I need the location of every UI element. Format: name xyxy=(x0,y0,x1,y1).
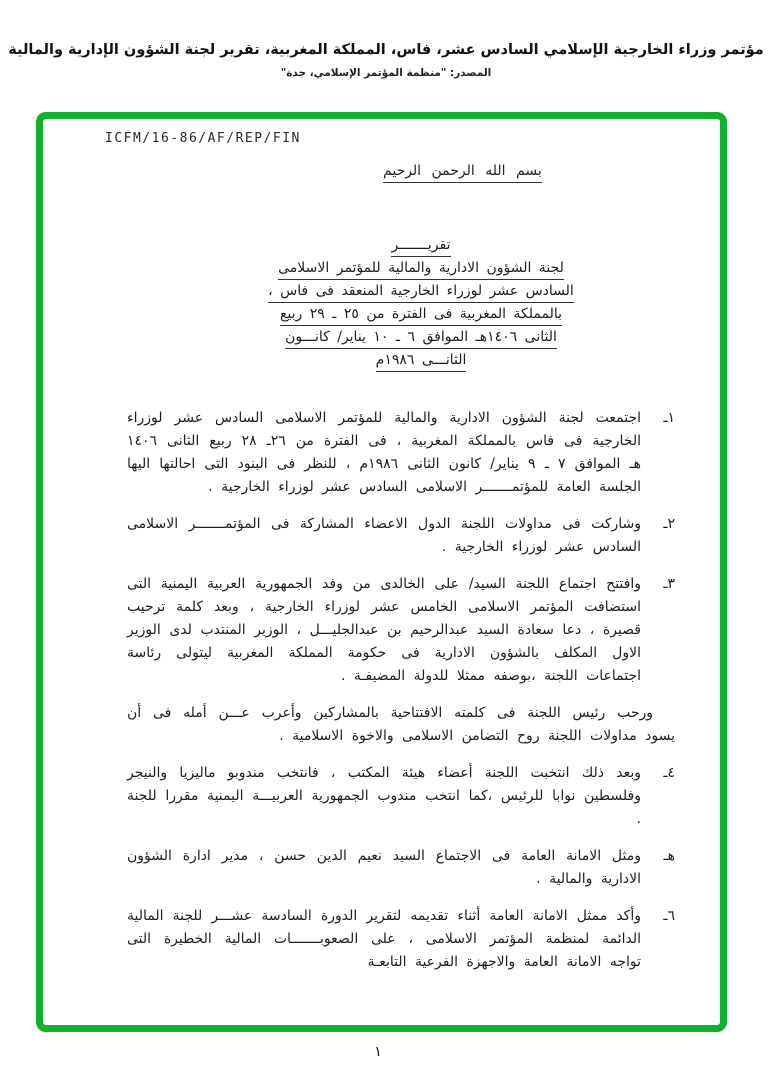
paragraph-1 xyxy=(127,407,675,499)
paragraph-4-number: ٤ـ xyxy=(663,765,675,781)
paragraph-6-number: ٦ـ xyxy=(663,908,675,924)
report-title-text: الثانـــى ١٩٨٦م xyxy=(376,352,467,372)
basmala-text: بسم الله الرحمن الرحيم xyxy=(383,163,542,183)
header-title: مؤتمر وزراء الخارجية الإسلامي السادس عشر، فاس، المملكة المغربية، تقرير لجنة الشؤون الإدارية والمالية xyxy=(8,42,764,58)
page-number: ١ xyxy=(374,1044,382,1060)
paragraph-3-number: ٣ـ xyxy=(663,576,675,592)
paragraph-1-text: اجتمعت لجنة الشؤون الادارية والمالية للمؤتمر الاسلامى السادس عشر لوزراء الخارجية فى فاس بالمملكة المغربية ، فى الفترة من ٢٦ـ ٢٨ ربيع الثانى ١٤٠٦ هـ الموافق ٧ ـ ٩ يناير/ كانون الثانى ١٩٨٦م ، للنظر فى البنود التى احالتها اليها الجلسة العامة للمؤتمـــــــر الاسلامى السادس عشر لوزراء الخارجية . xyxy=(127,410,641,495)
report-title-line xyxy=(183,329,659,345)
report-title-line xyxy=(183,283,659,299)
header-source-line: المصدر: "منظمة المؤتمر الإسلامي، جدة" xyxy=(280,67,492,79)
report-title-line xyxy=(183,352,659,368)
report-title-block xyxy=(183,237,659,375)
report-title-line xyxy=(183,260,659,276)
paragraph-5-number: هـ xyxy=(663,848,675,864)
report-title-word: تقريـــــــر xyxy=(391,237,450,257)
paragraph-1-number: ١ـ xyxy=(663,410,675,426)
paragraph-4-text: وبعد ذلك انتخبت اللجنة أعضاء هيئة المكتب ، فانتخب مندوبو ماليزيا والنيجر وفلسطين نوابا للرئيس ،كما انتخب مندوب الجمهورية العربيـــة اليمنية مقررا للجنة . xyxy=(127,765,641,827)
report-title-line xyxy=(183,237,659,253)
report-title-line xyxy=(183,306,659,322)
paragraph-6 xyxy=(127,905,675,974)
report-title-text: لجنة الشؤون الادارية والمالية للمؤتمر الاسلامى xyxy=(278,260,564,280)
report-title-text: الثانى ١٤٠٦هـ الموافق ٦ ـ ١٠ يناير/ كانـــون xyxy=(285,329,557,349)
report-body xyxy=(127,407,675,988)
paragraph-3 xyxy=(127,573,675,688)
green-highlight-frame xyxy=(36,112,727,1032)
paragraph-2-number: ٢ـ xyxy=(663,516,675,532)
basmala-row xyxy=(383,163,542,179)
paragraph-2-text: وشاركت فى مداولات اللجنة الدول الاعضاء المشاركة فى المؤتمـــــــر الاسلامى السادس عشر لوزراء الخارجية . xyxy=(127,516,641,555)
page-header xyxy=(0,42,772,79)
document-reference-code: ICFM/16-86/AF/REP/FIN xyxy=(105,131,301,146)
paragraph-5 xyxy=(127,845,675,891)
paragraph-3-continuation xyxy=(127,702,675,748)
paragraph-3-continuation-text: ورحب رئيس اللجنة فى كلمته الافتتاحية بالمشاركين وأعرب عـــن أمله فى أن يسود مداولات اللجنة روح التضامن الاسلامى والاخوة الاسلامية . xyxy=(127,705,675,744)
report-title-text: السادس عشر لوزراء الخارجية المنعقد فى فاس ، xyxy=(268,283,574,303)
report-title-text: بالمملكة المغربية فى الفترة من ٢٥ ـ ٢٩ ربيع xyxy=(280,306,562,326)
paragraph-6-text: وأكد ممثل الامانة العامة أثناء تقديمه لتقرير الدورة السادسة عشـــر للجنة المالية الدائمة لمنظمة المؤتمر الاسلامى ، على الصعوبـــــــات المالية الخطيرة التى تواجه الامانة العامة والاجهزة الفرعية التابعـة xyxy=(127,908,641,970)
paragraph-5-text: ومثل الامانة العامة فى الاجتماع السيد نعيم الدين حسن ، مدير ادارة الشؤون الادارية والمالية . xyxy=(127,848,641,887)
paragraph-2 xyxy=(127,513,675,559)
paragraph-3-text: وافتتح اجتماع اللجنة السيد/ على الخالدى من وفد الجمهورية العربية اليمنية التى استضافت المؤتمر الاسلامى الخامس عشر لوزراء الخارجية ، وبعد كلمة ترحيب قصيرة ، دعا سعادة السيد عبدالرحيم بن عبدالجليـــل ، الوزير المنتدب لدى الوزير الاول المكلف بالشؤون الادارية فى حكومة المملكة المغربية ليتولى رئاسة اجتماعات اللجنة ،بوصفه ممثلا للدولة المضيفـة . xyxy=(127,576,641,684)
paragraph-4 xyxy=(127,762,675,831)
